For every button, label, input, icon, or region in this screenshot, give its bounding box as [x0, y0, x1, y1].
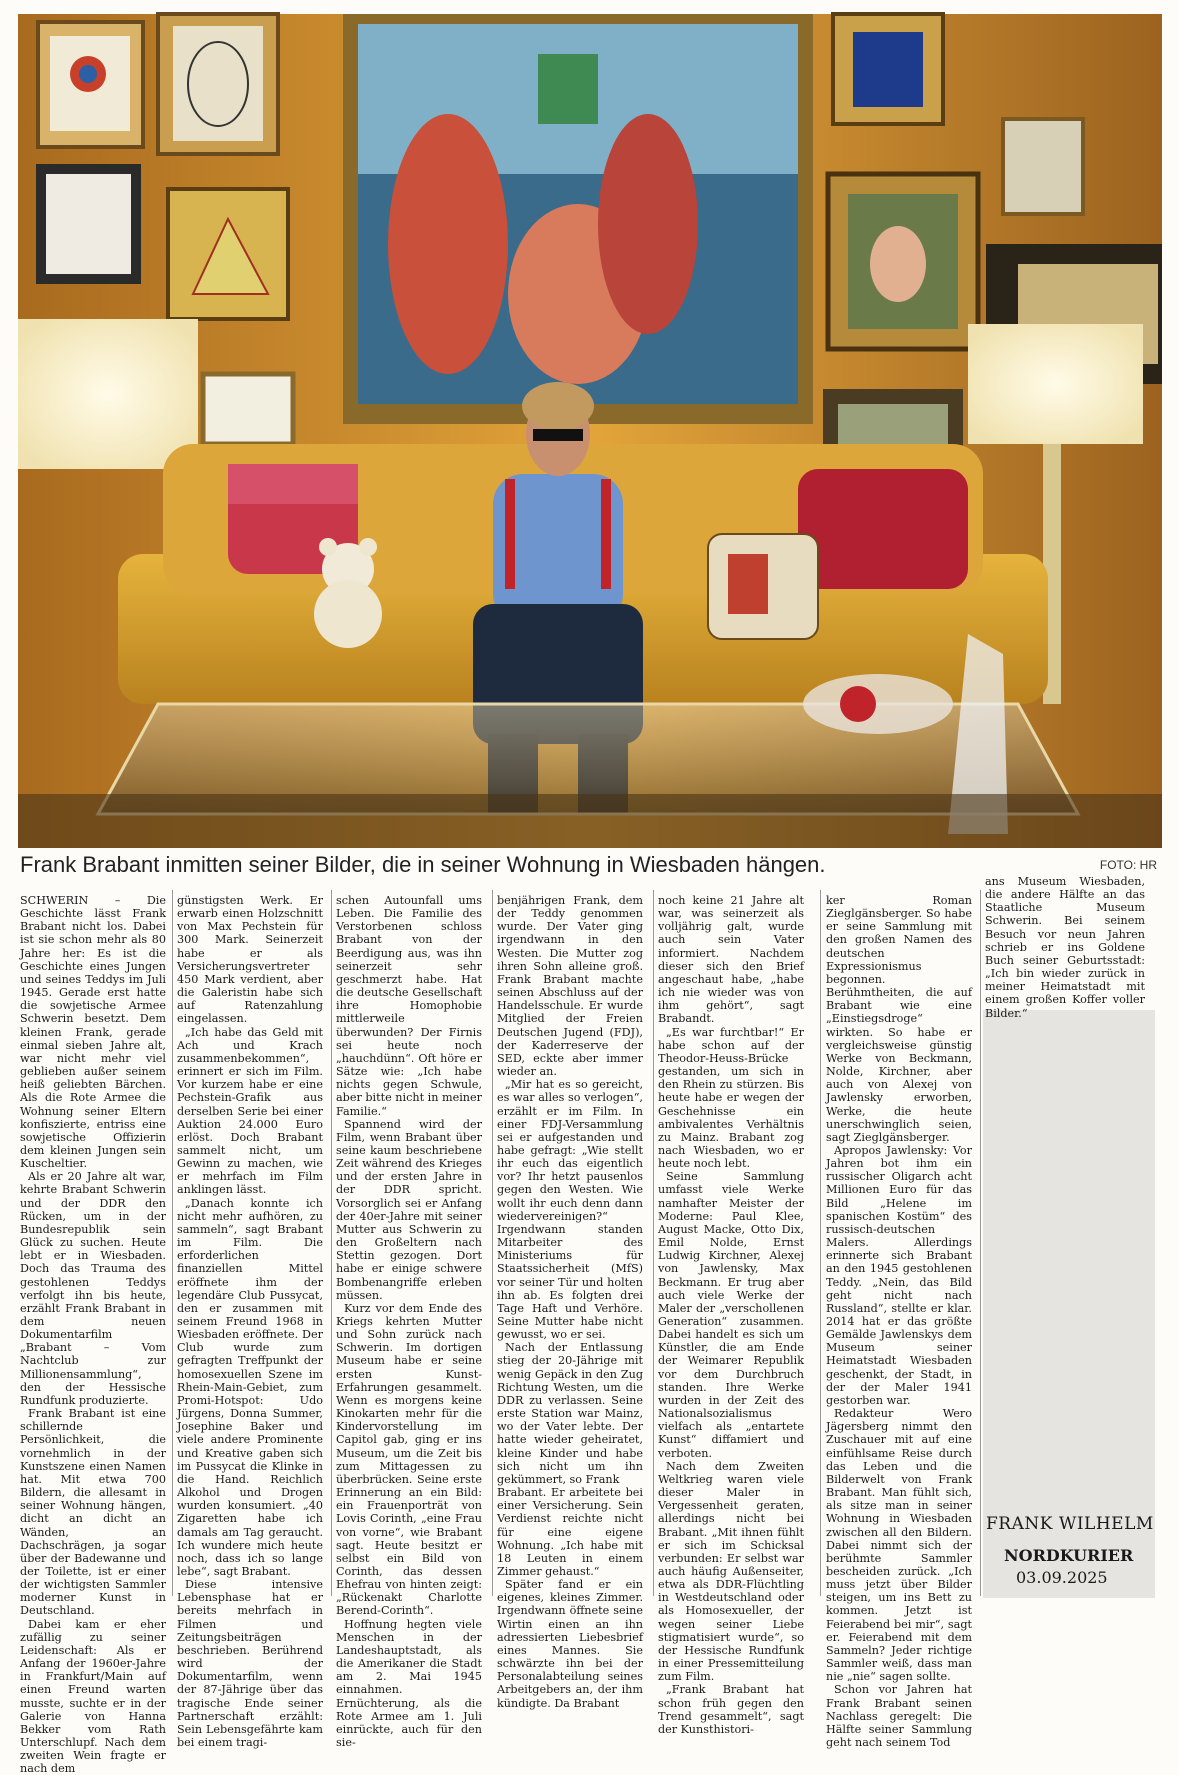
paragraph: Nach dem Zweiten Weltkrieg waren viele dieser Maler in Vergessenheit geraten, allerdings nicht bei Brabant. „Mit ihnen fühlt er sich im Schicksal verbunden: Er selbst war auch häufig Außenseiter, etwa als DDR-Flüchtling in Westdeutschland oder als Homosexueller, der wegen seiner Liebe stigmatisiert wurde“, so der Hessische Rundfunk in einer Pressemitteilung zum Film. [658, 1459, 804, 1684]
column-rule [492, 890, 493, 1596]
column-rule [331, 890, 332, 1596]
paragraph: Nach der Entlassung stieg der 20-Jährige mit wenig Gepäck in den Zug Richtung Westen, um die DDR zu verlassen. Seine erste Station war Mainz, wo der Vater lebte. Der hatte wieder geheiratet, kleine Kinder und habe sich nicht um ihn gekümmert, so Frank [497, 1341, 643, 1486]
paragraph: „Ich habe das Geld mit Ach und Krach zusammenbekommen“, erinnert er sich im Film. Vor kurzem habe er eine Pechstein-Grafik aus derselben Serie bei einer Auktion 24.000 Euro erlöst. Doch Brabant sammelt nicht, um Gewinn zu machen, wie er mehrfach im Film anklingen lässt. [177, 1025, 323, 1197]
paragraph: Als er 20 Jahre alt war, kehrte Brabant Schwerin und der DDR den Rücken, um in der Bundesrepublik sein Glück zu suchen. Heute lebt er in Wiesbaden. Doch das Trauma des gestohlenen Teddys verfolgt ihn bis heute, erzählt Frank Brabant in dem neuen Dokumentarfilm „Brabant – Vom Nachtclub zur Millionensammlung“, den der Hessische Rundfunk produzierte. [20, 1170, 166, 1407]
paragraph: Hoffnung hegten viele Menschen in der Landeshauptstadt, als die Amerikaner die Stadt am 2. Mai 1945 einnahmen. Ernüchterung, als die Rote Armee am 1. Juli einrückte, auch für den sie- [336, 1617, 482, 1749]
paragraph: „Mir hat es so gereicht, es war alles so verlogen“, erzählt er im Film. In einer FDJ-Versammlung sei er aufgestanden und habe gefragt: „Wie stellt ihr euch das eigentlich vor? Ihr hetzt pausenlos gegen den Westen. Wie wollt ihr euch denn dann wiedervereinigen?“ Irgendwann standen Mitarbeiter des Ministeriums für Staatssicherheit (MfS) vor seiner Tür und holten ihn ab. Es folgten drei Tage Haft und Verhöre. Seine Mutter habe nicht gewusst, wo er sei. [497, 1078, 643, 1342]
article-column-3 [336, 894, 482, 1749]
column-rule [172, 890, 173, 1596]
photo-illustration [18, 14, 1162, 848]
paragraph: Dabei kam er eher zufällig zu seiner Leidenschaft: Als er Anfang der 1960er-Jahre in Frankfurt/Main auf einen Freund warten musste, suchte er in der Galerie von Hanna Bekker vom Rath Unterschlupf. Nach dem zweiten Wein fragte er nach dem [20, 1617, 166, 1775]
photo-credit: FOTO: HR [1099, 858, 1157, 872]
paragraph: Brabant. Er arbeitete bei einer Versicherung. Sein Verdienst reichte nicht für eine eigene Wohnung. „Ich habe mit 18 Leuten in einem Zimmer gehaust.“ [497, 1486, 643, 1578]
paragraph: „Frank Brabant hat schon früh gegen den Trend gesammelt“, sagt der Kunsthistori- [658, 1683, 804, 1736]
column-rule [653, 890, 654, 1596]
paragraph: Apropos Jawlensky: Vor Jahren bot ihm ein russischer Oligarch acht Millionen Euro für das Bild „Helene im spanischen Kostüm“ des russisch-deutschen Malers. Allerdings erinnerte sich Brabant an den 1945 gestohlenen Teddy. „Nein, das Bild geht nicht nach Russland“, stellte er klar. 2014 hat er das größte Gemälde Jawlenskys dem Museum seiner Heimatstadt Wiesbaden geschenkt, der Stadt, in der der Maler 1941 gestorben war. [826, 1143, 972, 1407]
author-name: FRANK WILHELM [986, 1514, 1154, 1534]
article-column-2 [177, 894, 323, 1749]
article-column-5 [658, 894, 804, 1736]
paragraph: Frank Brabant ist eine schillernde Persönlichkeit, die vornehmlich in der Kunstszene einen Namen hat. Mit etwa 700 Bildern, die allesamt in seiner Wohnung hängen, dicht an dicht an Wänden, an Dachschrägen, ja sogar über der Badewanne und der Toilette, ist er einer der wichtigsten Sammler moderner Kunst in Deutschland. [20, 1407, 166, 1618]
column-rule [980, 890, 981, 1596]
paragraph: Seine Sammlung umfasst viele Werke namhafter Meister der Moderne: Paul Klee, August Macke, Otto Dix, Emil Nolde, Ernst Ludwig Kirchner, Alexej von Jawlensky, Max Beckmann. Er trug aber auch viele Werke der Maler der „verschollenen Generation“ zusammen. Dabei handelt es sich um Künstler, die am Ende der Weimarer Republik vor dem Durchbruch standen. Ihre Werke wurden in der Zeit des Nationalsozialismus vielfach als „entartete Kunst“ diffamiert und verboten. [658, 1170, 804, 1460]
photo-caption: Frank Brabant inmitten seiner Bilder, die in seiner Wohnung in Wiesbaden hängen. [20, 852, 826, 877]
article-column-7 [985, 875, 1145, 1025]
paragraph: Redakteur Wero Jägersberg nimmt den Zuschauer mit auf eine einfühlsame Reise durch das Leben und die Bilderwelt von Frank Brabant. Man fühlt sich, als sitze man in seiner Wohnung in Wiesbaden zwischen all den Bildern. Dabei nimmt sich der berühmte Sammler bescheiden zurück. „Ich muss jetzt über Bilder steigen, um ins Bett zu kommen. Jetzt ist Feierabend bei mir“, sagt er. Feierabend mit dem Sammeln? Jeder richtige Sammler weiß, dass man nie „nie“ sagen sollte. [826, 1407, 972, 1684]
article-photo [18, 14, 1162, 848]
paragraph: SCHWERIN – Die Geschichte lässt Frank Brabant nicht los. Dabei ist sie schon mehr als 80 Jahre her: Es ist die Geschichte eines Jungen und seines Teddys im Juli 1945. Gerade erst hatte die sowjetische Armee Schwerin besetzt. Dem kleinen Frank, gerade einmal sieben Jahre alt, war nicht mehr viel geblieben außer seinem heiß geliebten Bärchen. Als die Rote Armee die Wohnung seiner Eltern konfiszierte, entriss eine sowjetische Offizierin dem kleinen Jungen sein Kuscheltier. [20, 894, 166, 1171]
paragraph: „Es war furchtbar!“ Er habe schon auf der Theodor-Heuss-Brücke gestanden, um sich in den Rhein zu stürzen. Bis heute habe er wegen der Geschehnisse ein ambivalentes Verhältnis zu Mainz. Brabant zog nach Wiesbaden, wo er heute noch lebt. [658, 1025, 804, 1171]
grey-box [983, 1010, 1155, 1598]
paragraph: Kurz vor dem Ende des Kriegs kehrten Mutter und Sohn zurück nach Schwerin. Im dortigen Museum habe er seine ersten Kunst-Erfahrungen gesammelt. Wenn es morgens keine Kinokarten mehr für die Kindervorstellung im Capitol gab, ging er ins Museum, um die Zeit bis zum Mittagessen zu überbrücken. Seine erste Erinnerung an ein Bild: ein Frauenporträt von Lovis Corinth, „eine Frau von vorne“, wie Brabant sagt. Heute besitzt er selbst ein Bild von Corinth, das dessen Ehefrau von hinten zeigt: „Rückenakt Charlotte Berend-Corinth“. [336, 1301, 482, 1618]
paragraph: „Danach konnte ich nicht mehr aufhören, zu sammeln“, sagt Brabant im Film. Die erforderlichen finanziellen Mittel eröffnete ihm der legendäre Club Pussycat, den er zusammen mit seinem Freund 1968 in Wiesbaden eröffnete. Der Club wurde zum gefragten Treffpunkt der homosexuellen Szene im Rhein-Main-Gebiet, zum Promi-Hotspot: Udo Jürgens, Donna Summer, Josephine Baker und viele andere Prominente und Kreative gaben sich im Pussycat die Klinke in die Hand. Reichlich Alkohol und Drogen wurden konsumiert. „40 Zigaretten habe ich damals am Tag geraucht. Ich wundere mich heute noch, dass ich so lange lebe“, sagt Brabant. [177, 1196, 323, 1578]
paragraph: günstigsten Werk. Er erwarb einen Holzschnitt von Max Pechstein für 300 Mark. Seinerzeit habe er als Versicherungsvertreter 450 Mark verdient, aber die Galeristin habe sich auf Ratenzahlung eingelassen. [177, 894, 323, 1026]
paragraph: schen Autounfall ums Leben. Die Familie des Verstorbenen schloss Brabant von der Beerdigung aus, was ihn seinerzeit sehr geschmerzt habe. Hat die deutsche Gesellschaft ihre Homophobie mittlerweile überwunden? Der Firnis sei heute noch „hauchdünn“. Oft höre er Sätze wie: „Ich habe nichts gegen Schwule, aber bitte nicht in meiner Familie.“ [336, 894, 482, 1118]
paragraph: Später fand er ein eigenes, kleines Zimmer. Irgendwann öffnete seine Wirtin einen an ihn adressierten Liebesbrief eines Mannes. Sie schwärzte ihn bei der Personalabteilung seines Arbeitgebers an, der ihm kündigte. Da Brabant [497, 1578, 643, 1710]
article-column-6 [826, 894, 972, 1749]
paragraph: Schon vor Jahren hat Frank Brabant seinen Nachlass geregelt: Die Hälfte seiner Sammlung geht nach seinem Tod [826, 1683, 972, 1749]
article-column-4 [497, 894, 643, 1710]
paragraph: ker Roman Zieglgänsberger. So habe er seine Sammlung mit den großen Namen des deutschen Expressionismus begonnen. Berühmtheiten, die auf Brabant wie eine „Einstiegsdroge“ wirkten. So habe er vergleichsweise günstig Werke von Beckmann, Nolde, Kirchner, aber auch von Alexej von Jawlensky erworben, Werke, die heute unerschwinglich seien, sagt Zieglgänsberger. [826, 894, 972, 1144]
paragraph: noch keine 21 Jahre alt war, was seinerzeit als volljährig galt, wurde auch sein Vater informiert. Nachdem dieser sich den Brief angeschaut habe, „habe ich nie wieder was von ihm gehört“, sagt Brabandt. [658, 894, 804, 1026]
column-rule [820, 890, 821, 1596]
publication-date: 03.09.2025 [1016, 1568, 1108, 1587]
article-column-1 [20, 894, 166, 1775]
paragraph: benjährigen Frank, dem der Teddy genommen wurde. Der Vater ging irgendwann in den Westen. Die Mutter zog ihren Sohn alleine groß. Frank Brabant machte seinen Abschluss auf der Handelsschule. Er wurde Mitglied der Freien Deutschen Jugend (FDJ), der Kaderreserve der SED, eckte aber immer wieder an. [497, 894, 643, 1079]
paragraph: Diese intensive Lebensphase hat er bereits mehrfach in Filmen und Zeitungsbeiträgen beschrieben. Berührend wird der Dokumentarfilm, wenn der 87-Jährige über das tragische Ende seiner Partnerschaft erzählt: Sein Lebensgefährte kam bei einem tragi- [177, 1578, 323, 1749]
paragraph: Spannend wird der Film, wenn Brabant über seine kaum beschriebene Zeit während des Krieges und der ersten Jahre in der DDR spricht. Vorsorglich sei er Anfang der 40er-Jahre mit seiner Mutter aus Schwerin zu den Großeltern nach Stettin gezogen. Dort habe er einige schwere Bombenangriffe erleben müssen. [336, 1117, 482, 1302]
paragraph: ans Museum Wiesbaden, die andere Hälfte an das Staatliche Museum Schwerin. Bei seinem Besuch vor neun Jahren schrieb er ins Goldene Buch seiner Geburtsstadt: „Ich bin wieder zurück in meiner Heimatstadt mit einem großen Koffer voller Bilder.“ [985, 875, 1145, 1020]
newspaper-name: NORDKURIER [1004, 1546, 1134, 1565]
